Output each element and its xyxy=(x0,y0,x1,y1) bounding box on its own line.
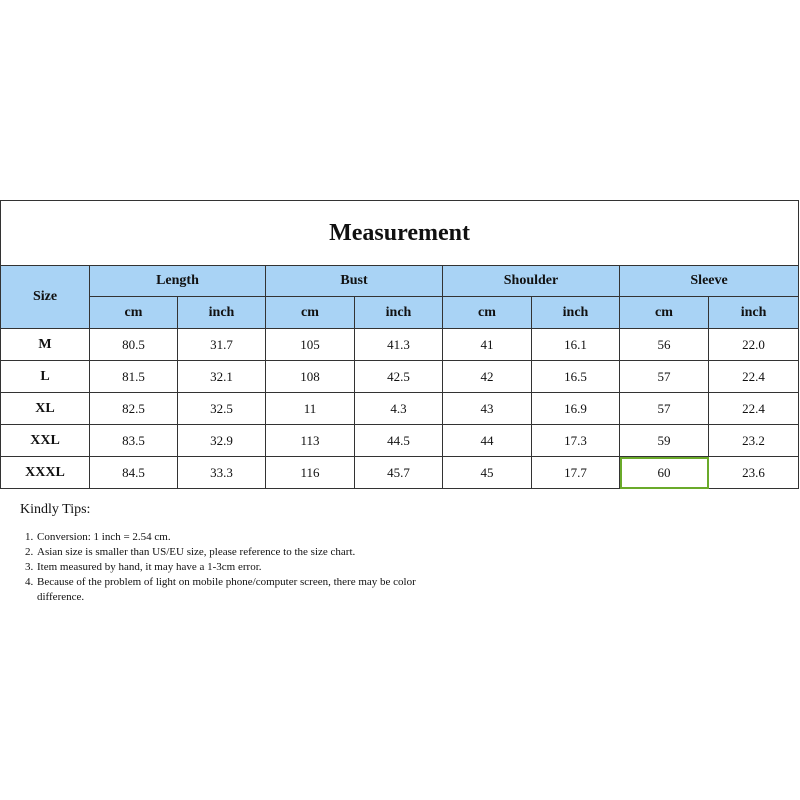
size-cell: L xyxy=(1,361,90,393)
table-title: Measurement xyxy=(1,201,799,266)
table-cell: 31.7 xyxy=(178,329,266,361)
table-cell: 22.4 xyxy=(709,393,799,425)
tips-title: Kindly Tips: xyxy=(20,502,91,517)
unit-header: inch xyxy=(709,297,799,329)
shoulder-header: Shoulder xyxy=(443,266,620,297)
selected-cell[interactable]: 60 xyxy=(620,457,709,489)
table-cell: 82.5 xyxy=(90,393,178,425)
table-cell: 59 xyxy=(620,425,709,457)
table-row xyxy=(1,329,799,361)
unit-header: inch xyxy=(178,297,266,329)
table-cell: 16.9 xyxy=(532,393,620,425)
table-cell: 83.5 xyxy=(90,425,178,457)
table-cell: 33.3 xyxy=(178,457,266,489)
tip-item: 3. Item measured by hand, it may have a 1-3cm error. xyxy=(36,560,460,575)
table-cell: 11 xyxy=(266,393,355,425)
bust-header: Bust xyxy=(266,266,443,297)
table-cell: 23.2 xyxy=(709,425,799,457)
table-row xyxy=(1,361,799,393)
tip-item: 4. Because of the problem of light on mobile phone/computer screen, there may be color difference. xyxy=(36,575,460,605)
table-cell: 32.9 xyxy=(178,425,266,457)
size-cell: M xyxy=(1,329,90,361)
table-cell: 22.4 xyxy=(709,361,799,393)
unit-header: inch xyxy=(532,297,620,329)
table-cell: 42 xyxy=(443,361,532,393)
table-row xyxy=(1,393,799,425)
unit-header: cm xyxy=(90,297,178,329)
table-cell: 57 xyxy=(620,361,709,393)
table-cell: 80.5 xyxy=(90,329,178,361)
length-header: Length xyxy=(90,266,266,297)
size-chart xyxy=(0,200,798,489)
sleeve-header: Sleeve xyxy=(620,266,799,297)
table-cell: 41.3 xyxy=(355,329,443,361)
tip-item: 2. Asian size is smaller than US/EU size, please reference to the size chart. xyxy=(36,545,460,560)
size-cell: XL xyxy=(1,393,90,425)
table-cell: 17.3 xyxy=(532,425,620,457)
size-cell: XXXL xyxy=(1,457,90,489)
table-cell: 16.5 xyxy=(532,361,620,393)
table-cell: 16.1 xyxy=(532,329,620,361)
table-cell: 56 xyxy=(620,329,709,361)
table-cell: 23.6 xyxy=(709,457,799,489)
table-cell: 45 xyxy=(443,457,532,489)
table-cell: 42.5 xyxy=(355,361,443,393)
table-cell: 44.5 xyxy=(355,425,443,457)
table-cell: 44 xyxy=(443,425,532,457)
measurement-table xyxy=(0,200,799,489)
size-header: Size xyxy=(1,266,90,329)
table-cell: 116 xyxy=(266,457,355,489)
unit-header: cm xyxy=(443,297,532,329)
table-cell: 32.1 xyxy=(178,361,266,393)
table-cell: 41 xyxy=(443,329,532,361)
table-cell: 45.7 xyxy=(355,457,443,489)
unit-header: cm xyxy=(620,297,709,329)
table-row xyxy=(1,425,799,457)
table-cell: 113 xyxy=(266,425,355,457)
table-cell: 17.7 xyxy=(532,457,620,489)
table-cell: 43 xyxy=(443,393,532,425)
unit-header: inch xyxy=(355,297,443,329)
table-cell: 84.5 xyxy=(90,457,178,489)
kindly-tips xyxy=(20,502,460,605)
table-cell: 22.0 xyxy=(709,329,799,361)
table-cell: 108 xyxy=(266,361,355,393)
table-cell: 4.3 xyxy=(355,393,443,425)
table-cell: 81.5 xyxy=(90,361,178,393)
tip-item: 1. Conversion: 1 inch = 2.54 cm. xyxy=(36,530,460,545)
table-cell: 32.5 xyxy=(178,393,266,425)
tips-list xyxy=(20,530,460,605)
table-row xyxy=(1,457,799,489)
table-cell: 57 xyxy=(620,393,709,425)
unit-header: cm xyxy=(266,297,355,329)
size-cell: XXL xyxy=(1,425,90,457)
table-cell: 105 xyxy=(266,329,355,361)
